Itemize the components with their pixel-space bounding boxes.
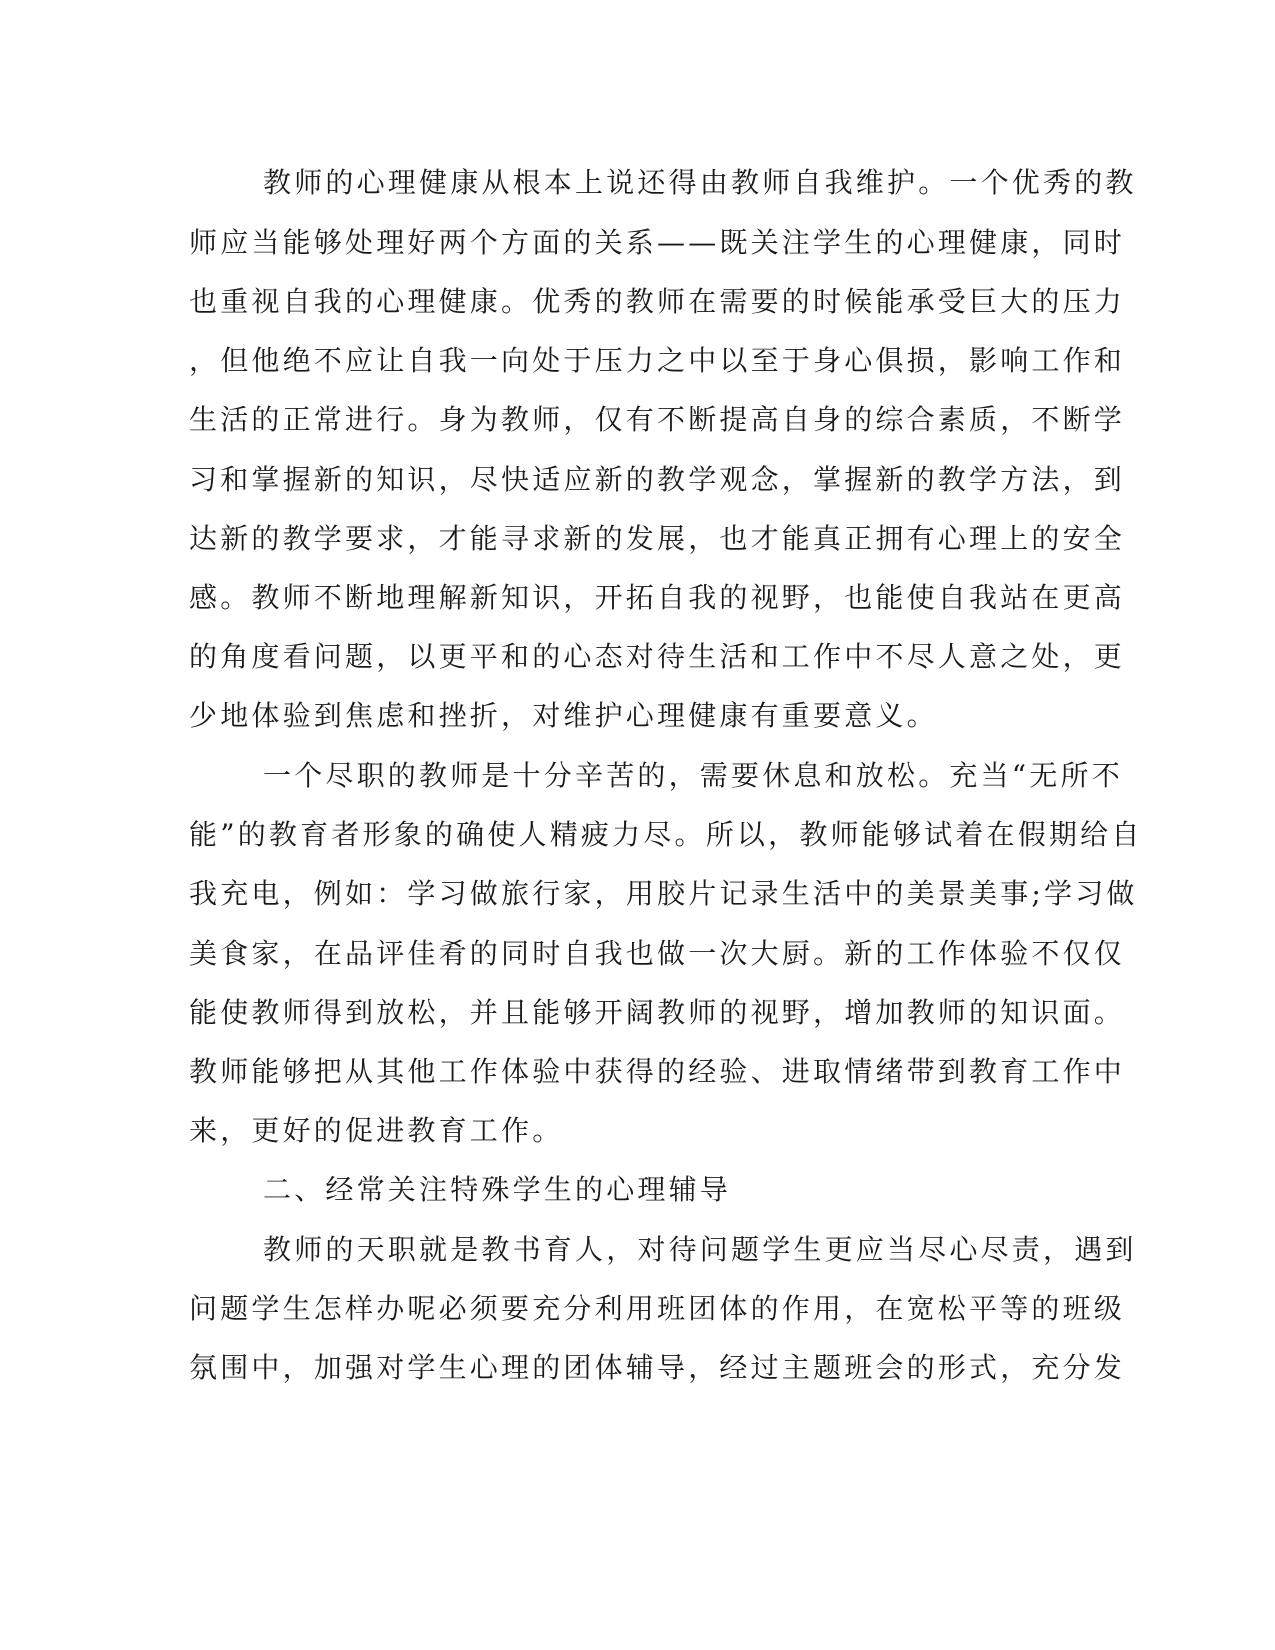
paragraph-3-line-3: 氛围中，加强对学生心理的团体辅导，经过主题班会的形式，充分发 <box>189 1351 1126 1384</box>
paragraph-3-line-1: 教师的天职就是教书育人，对待问题学生更应当尽心尽责，遇到 <box>263 1233 1137 1266</box>
paragraph-1-line-10: 少地体验到焦虑和挫折，对维护心理健康有重要意义。 <box>189 699 938 732</box>
paragraph-1-line-4: ，但他绝不应让自我一向处于压力之中以至于身心俱损，影响工作和 <box>189 344 1126 377</box>
paragraph-2-line-6: 教师能够把从其他工作体验中获得的经验、进取情绪带到教育工作中 <box>189 1055 1126 1088</box>
paragraph-1-line-5: 生活的正常进行。身为教师，仅有不断提高自身的综合素质，不断学 <box>189 403 1126 436</box>
paragraph-1-line-1: 教师的心理健康从根本上说还得由教师自我维护。一个优秀的教 <box>263 166 1137 199</box>
paragraph-1-line-8: 感。教师不断地理解新知识，开拓自我的视野，也能使自我站在更高 <box>189 581 1126 614</box>
paragraph-2-line-1: 一个尽职的教师是十分辛苦的，需要休息和放松。充当“无所不 <box>263 759 1123 792</box>
paragraph-2-line-5: 能使教师得到放松，并且能够开阔教师的视野，增加教师的知识面。 <box>189 996 1126 1029</box>
section-heading: 二、经常关注特殊学生的心理辅导 <box>263 1173 732 1206</box>
paragraph-1-line-7: 达新的教学要求，才能寻求新的发展，也才能真正拥有心理上的安全 <box>189 522 1126 555</box>
paragraph-1-line-2: 师应当能够处理好两个方面的关系——既关注学生的心理健康，同时 <box>189 226 1126 259</box>
paragraph-1-line-3: 也重视自我的心理健康。优秀的教师在需要的时候能承受巨大的压力 <box>189 285 1126 318</box>
paragraph-1-line-9: 的角度看问题，以更平和的心态对待生活和工作中不尽人意之处，更 <box>189 640 1126 673</box>
paragraph-1-line-6: 习和掌握新的知识，尽快适应新的教学观念，掌握新的教学方法，到 <box>189 463 1126 496</box>
paragraph-2-line-7: 来，更好的促进教育工作。 <box>189 1114 564 1147</box>
paragraph-2-line-4: 美食家，在品评佳肴的同时自我也做一次大厨。新的工作体验不仅仅 <box>189 937 1126 970</box>
paragraph-2-line-3: 我充电，例如：学习做旅行家，用胶片记录生活中的美景美事;学习做 <box>189 877 1138 910</box>
paragraph-2-line-2: 能”的教育者形象的确使人精疲力尽。所以，教师能够试着在假期给自 <box>189 818 1143 851</box>
paragraph-3-line-2: 问题学生怎样办呢必须要充分利用班团体的作用，在宽松平等的班级 <box>189 1292 1126 1325</box>
